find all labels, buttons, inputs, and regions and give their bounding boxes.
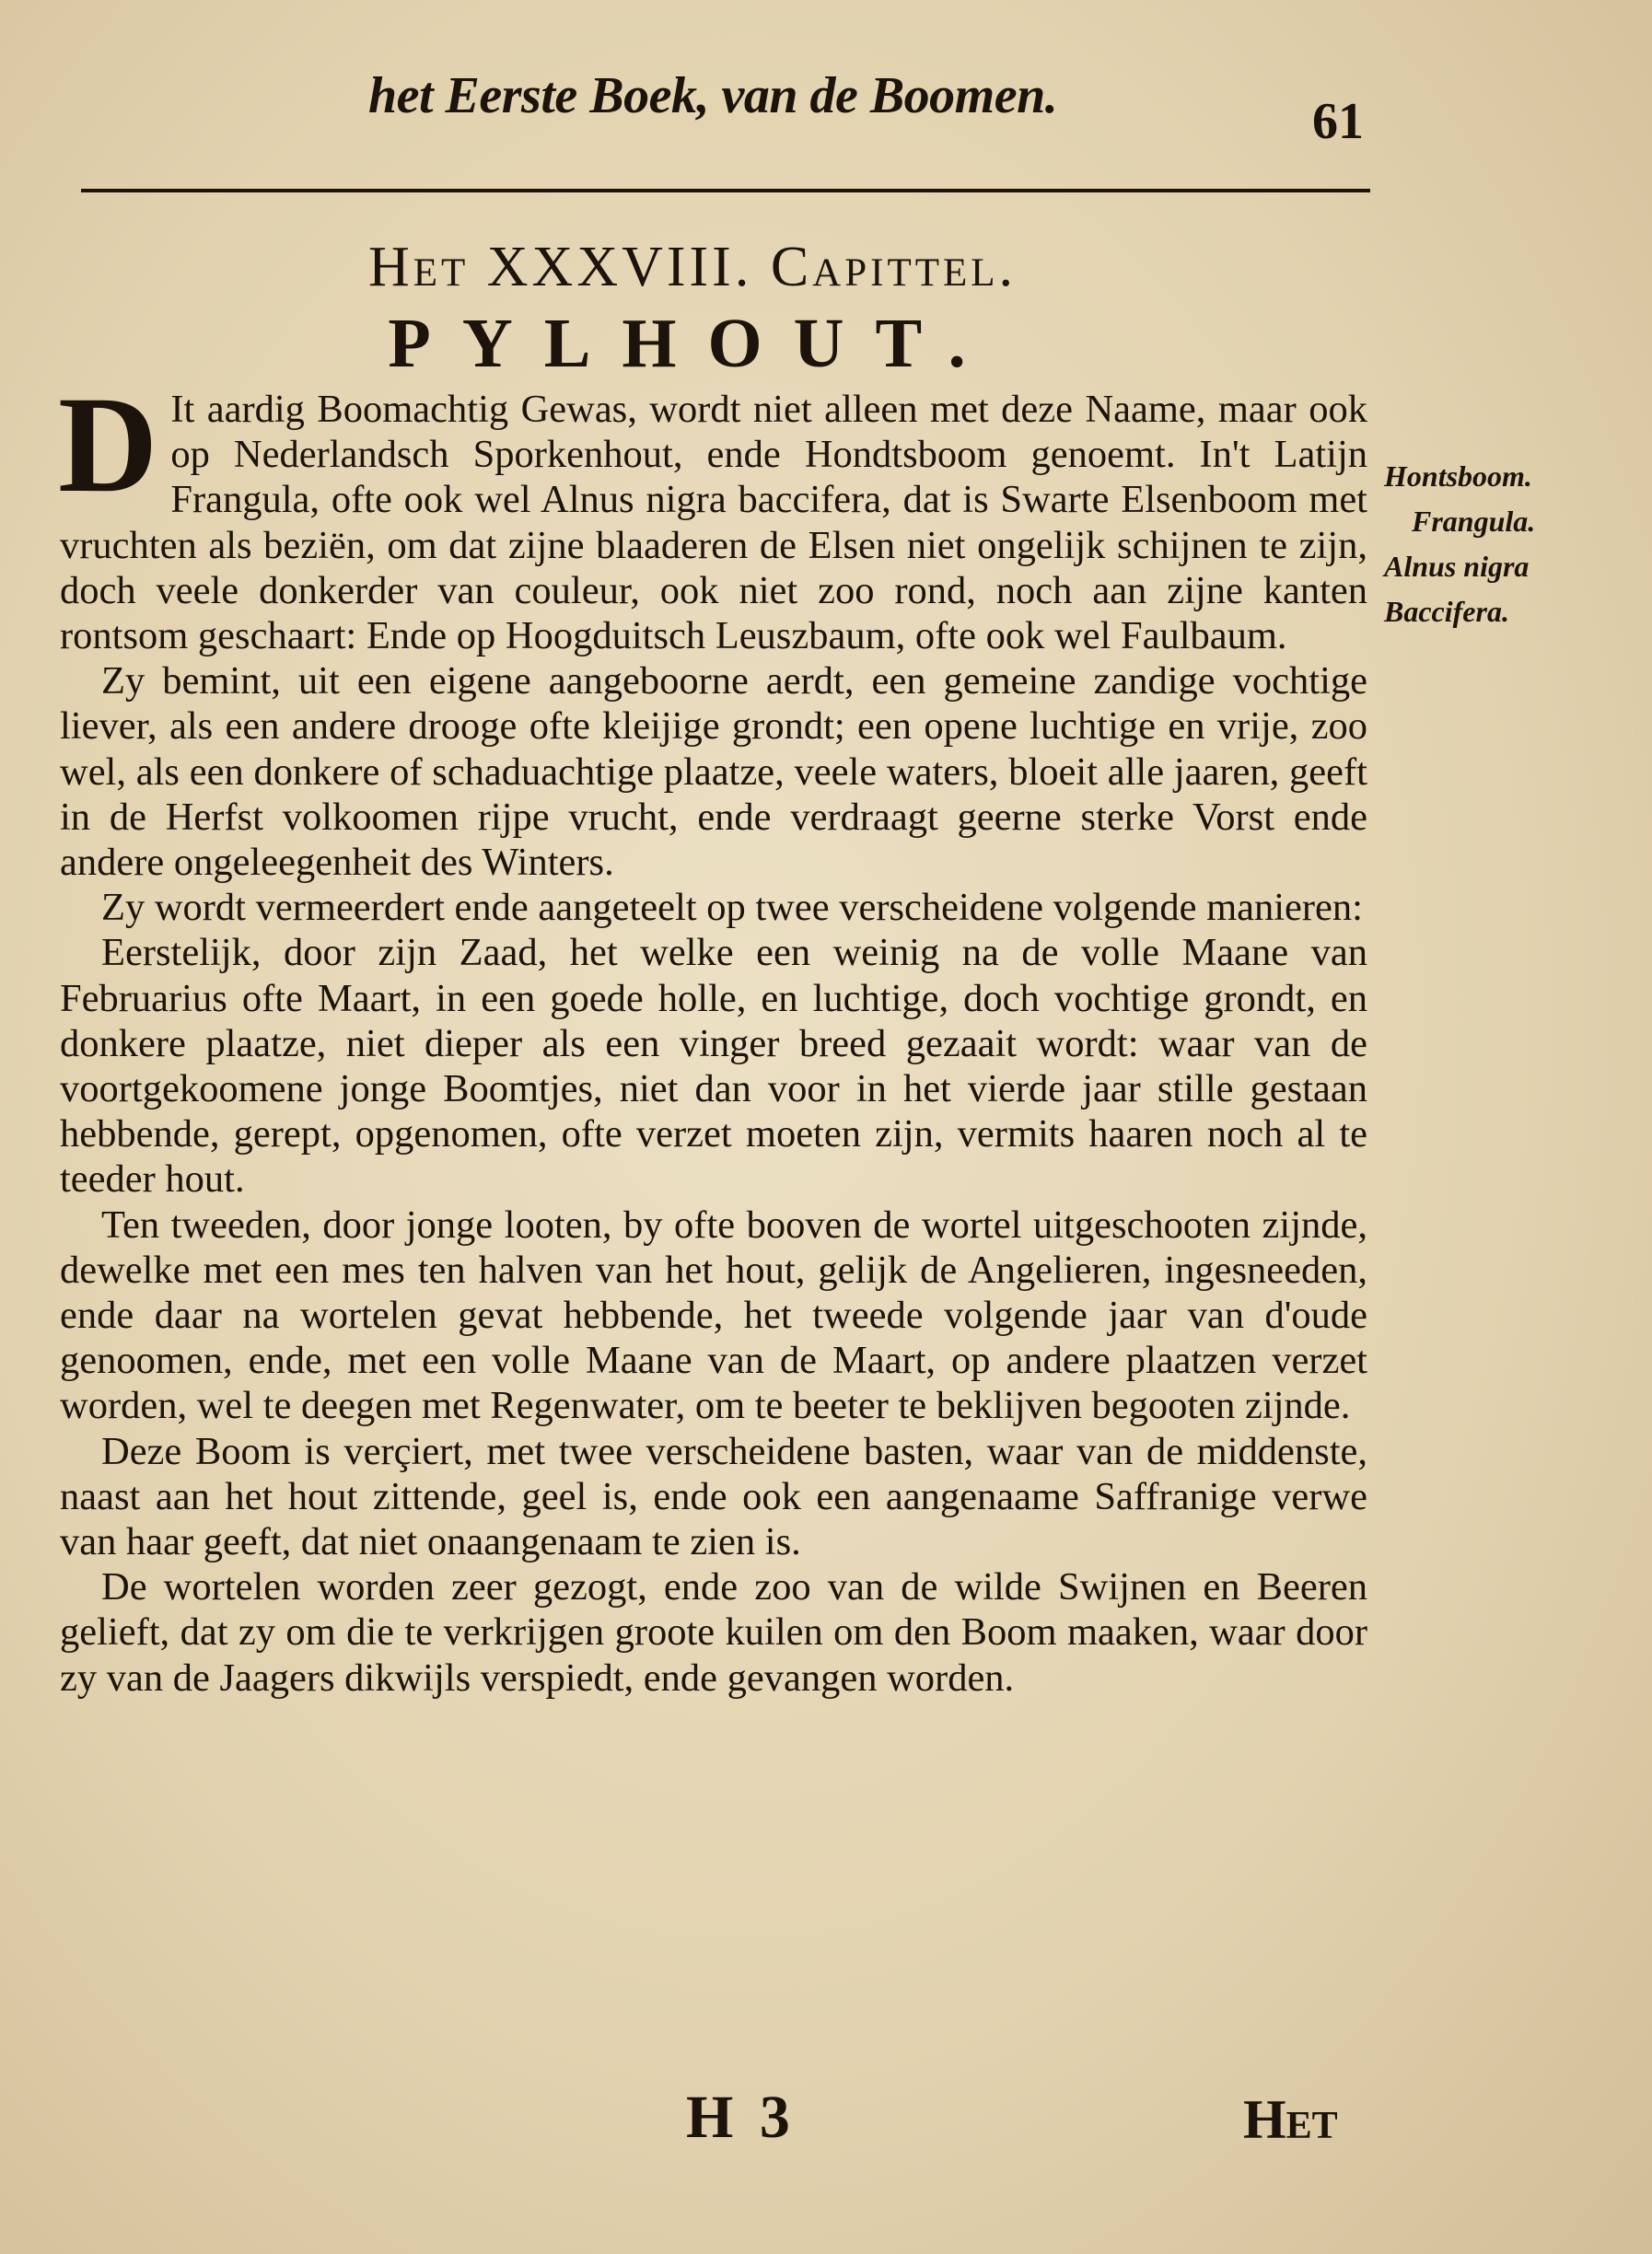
drop-cap: D bbox=[58, 368, 158, 521]
paragraph-2: Zy bemint, uit een eigene aangeboorne aerdt, een gemeine zandige vochtige liever, als een andere drooge ofte kleijige grondt; een opene luchtige en vrije, zoo wel, als een donkere of schaduachtige plaatze, veele waters, bloeit alle jaaren, geeft in de Herfst volkoomen rijpe vrucht, ende verdraagt geerne sterke Vorst ende andere ongeleegenheit des Winters. bbox=[60, 659, 1367, 885]
paragraph-1: D It aardig Boomachtig Gewas, wordt niet alleen met deze Naame, maar ook op Nederlandsch Sporkenhout, ende Hondtsboom genoemt. In't Latijn Frangula, ofte ook wel Alnus nigra baccifera, dat is Swarte Elsenboom met vruchten als beziën, om dat zijne blaaderen de Elsen niet ongelijk schijnen te zijn, doch veele donkerder van couleur, ook niet zoo rond, noch aan zijne kanten rontsom geschaart: Ende op Hoogduitsch Leuszbaum, ofte ook wel Faulbaum. bbox=[58, 368, 1367, 658]
paragraph-5: Ten tweeden, door jonge looten, by ofte booven de wortel uitgeschooten zijnde, dewelke met een mes ten halven van het hout, gelijk de Angelieren, ingesneeden, ende daar na wortelen gevat hebbende, het tweede volgende jaar van d'oude genoomen, ende, met een volle Maane van de Maart, op andere plaatzen verzet worden, wel te deegen met Regenwater, om te beeter te beklijven begooten zijnde. bbox=[60, 1203, 1367, 1428]
paragraph-4: Eerstelijk, door zijn Zaad, het welke een weinig na de volle Maane van Februarius ofte Maart, in een goede holle, en luchtige, doch vochtige grondt, en donkere plaatze, niet dieper als een vinger breed gezaait wordt: waar van de voortgekoomene jonge Boomtjes, niet dan voor in het vierde jaar stille gestaan hebbende, gerept, opgenomen, ofte verzet moeten zijn, vermits haaren noch al te teeder hout. bbox=[60, 931, 1367, 1202]
body-text bbox=[58, 368, 1367, 1701]
header-rule bbox=[81, 189, 1370, 192]
margin-note: Baccifera. bbox=[1384, 595, 1509, 628]
signature-mark: H 3 bbox=[686, 2084, 796, 2151]
page-number: 61 bbox=[1312, 93, 1364, 150]
margin-note: Alnus nigra bbox=[1384, 550, 1530, 583]
catchword: Het bbox=[1243, 2089, 1338, 2150]
paragraph-6: Deze Boom is verçiert, met twee verscheidene basten, waar van de middenste, naast aan het hout zittende, geel is, ende ook een aangenaame Saffranige verwe van haar geeft, dat niet onaangenaam te zien is. bbox=[60, 1429, 1367, 1564]
margin-note: Frangula. bbox=[1412, 505, 1536, 538]
margin-note: Hontsboom. bbox=[1384, 459, 1532, 493]
chapter-title: Het XXXVIII. Capittel. bbox=[367, 236, 1018, 298]
chapter-subtitle: PYLHOUT. bbox=[388, 305, 997, 382]
paragraph-7: De wortelen worden zeer gezogt, ende zoo van de wilde Swijnen en Beeren gelieft, dat zy om die te verkrijgen groote kuilen om den Boom maaken, waar door zy van de Jaagers dikwijls verspiedt, ende gevangen worden. bbox=[60, 1565, 1367, 1700]
paragraph-3: Zy wordt vermeerdert ende aangeteelt op twee verscheidene volgende manieren: bbox=[101, 886, 1363, 930]
margin-notes bbox=[1384, 454, 1651, 634]
running-head: het Eerste Boek, van de Boomen. bbox=[368, 67, 1058, 124]
